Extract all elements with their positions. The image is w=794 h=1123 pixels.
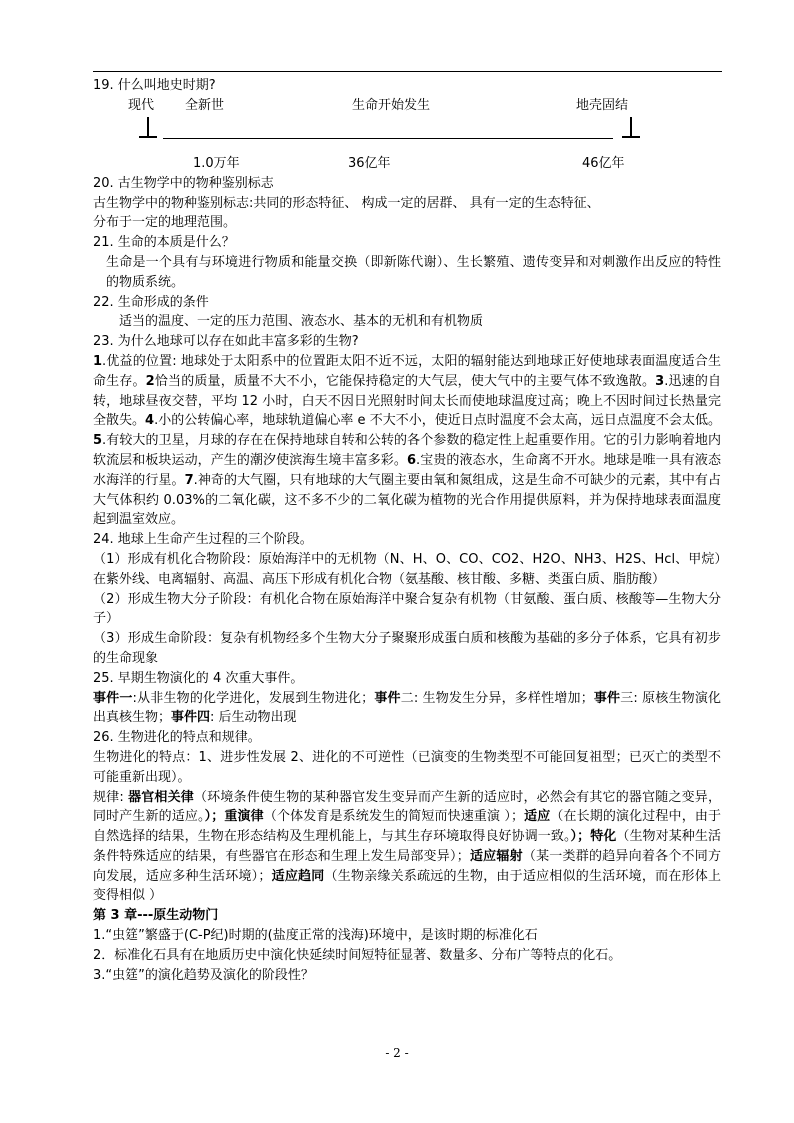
- timeline-label-holocene: 全新世: [185, 97, 225, 113]
- timeline-label-life-begins: 生命开始发生: [352, 97, 431, 113]
- q21-title: 21. 生命的本质是什么？: [93, 235, 235, 251]
- timeline-right-foot: [622, 136, 640, 138]
- chapter3-p3: 3.“虫筳”的演化趋势及演化的阶段性？: [93, 967, 314, 983]
- q20-title: 20. 古生物学中的物种鉴别标志: [93, 175, 274, 191]
- geologic-timeline: [93, 96, 721, 174]
- q26-features: 生物进化的特点：1、进步性发展 2、进化的不可逆性（已演变的生物类型不可能回复祖型；已灭亡的类型不可能重新出现）。: [93, 749, 721, 785]
- timeline-time-crust: 46亿年: [582, 155, 625, 171]
- timeline-left-bar: [147, 117, 149, 138]
- timeline-left-foot: [139, 136, 157, 138]
- chapter3-p2: 2．标准化石具有在地质历史中演化快延续时间短特征显著、数量多、分布广等特点的化石。: [93, 947, 622, 963]
- q20-line1: 古生物学中的物种鉴别标志:共同的形态特征、 构成一定的居群、 具有一定的生态特征、: [93, 195, 600, 211]
- timeline-label-crust-consolidation: 地壳固结: [576, 97, 629, 113]
- q24-stage3: （3）形成生命阶段：复杂有机物经多个生物大分子聚聚形成蛋白质和核酸为基础的多分子体系，它具有初步的生命现象: [93, 631, 721, 666]
- timeline-axis: [163, 138, 613, 139]
- q25-title: 25. 早期生物演化的 4 次重大事件。: [93, 670, 304, 686]
- q23-body: 1.优益的位置: 地球处于太阳系中的位置距太阳不近不远，太阳的辐射能达到地球正好使地球表面温度适合生命生存。2恰当的质量，质量不大不小，它能保持稳定的大气层，使大气中的主要气体不致逸散。3.迅速的自转，地球昼夜交替，平均 12 小时，白天不因日光照射时间太长而使地球温度过高；晚上不因时间过长热量完全散失。4.小的公转偏心率，地球轨道偏心率 e 不大不小，使近日点时温度不会太高，远日点温度不会太低。5.有较大的卫星，月球的存在在保持地球自转和公转的各个参数的稳定性上起重要作用。它的引力影响着地内软流层和板块运动，产生的潮汐使滨海生境丰富多彩。6.宝贵的液态水，生命离不开水。地球是唯一具有液态水海洋的行星。7.神奇的大气圈，只有地球的大气圈主要由氧和氮组成，这是生命不可缺少的元素，其中有占大气体积约 0.03%的二氧化碳，这不多不少的二氧化碳为植物的光合作用提供原料，并为保持地球表面温度起到温室效应。: [93, 353, 721, 528]
- page-number: - 2 -: [385, 1046, 409, 1060]
- q24-stage2: （2）形成生物大分子阶段：有机化合物在原始海洋中聚合复杂有机物（甘氨酸、蛋白质、核酸等—生物大分子）: [93, 591, 721, 627]
- timeline-right-bar: [630, 117, 632, 138]
- q26-title: 26. 生物进化的特点和规律。: [93, 730, 261, 746]
- q22-body: 适当的温度、一定的压力范围、液态水、基本的无机和有机物质: [119, 314, 484, 330]
- q22-title: 22. 生命形成的条件: [93, 294, 209, 310]
- chapter3-title: 第 3 章---原生动物门: [93, 908, 219, 924]
- chapter3-p1: 1.“虫筳”繁盛于(C-P纪)时期的(盐度正常的浅海)环境中，是该时期的标准化石: [93, 928, 538, 944]
- timeline-label-modern: 现代: [128, 97, 155, 113]
- q23-title: 23. 为什么地球可以存在如此丰富多彩的生物?: [93, 334, 359, 350]
- q24-stage1: （1）形成有机化合物阶段：原始海洋中的无机物（N、H、O、CO、CO2、H2O、NH3、H2S、Hcl、甲烷）在紫外线、电离辐射、高温、高压下形成有机化合物（氨基酸、核甘酸、多糖、类蛋白质、脂肪酸）: [93, 551, 721, 587]
- q21-body: 生命是一个具有与环境进行物质和能量交换（即新陈代谢）、生长繁殖、遗传变异和对刺激作出反应的特性的物质系统。: [106, 254, 721, 290]
- page-content: [93, 76, 721, 985]
- q19-title: 19. 什么叫地史时期?: [93, 78, 216, 93]
- q20-line2: 分布于一定的地理范围。: [93, 215, 237, 231]
- q24-title: 24. 地球上生命产生过程的三个阶段。: [93, 532, 313, 548]
- q25-events: 事件一:从非生物的化学进化，发展到生物进化；事件二: 生物发生分异，多样性增加；事件三: 原核生物演化出真核生物；事件四: 后生动物出现: [93, 690, 722, 726]
- q26-laws: 规律: 器官相关律（环境条件使生物的某种器官发生变异而产生新的适应时，必然会有其它的器官随之变异，同时产生新的适应。）；重演律（个体发育是系统发生的简短而快速重演 ）；适应（在长期的演化过程中，由于自然选择的结果，生物在形态结构及生理机能上，与其生存环境取得良好协调一致。）；特化（生物对某种生活条件特殊适应的结果，有些器官在形态和生理上发生局部变异）；适应辐射（某一类群的趋异向着各个不同方向发展，适应多种生活环境）；适应趋同（生物亲缘关系疏远的生物，由于适应相似的生活环境，而在形体上变得相似 ）: [93, 789, 721, 904]
- header-rule: [93, 71, 722, 72]
- timeline-time-life: 36亿年: [348, 155, 391, 171]
- timeline-time-holocene: 1.0万年: [193, 155, 240, 171]
